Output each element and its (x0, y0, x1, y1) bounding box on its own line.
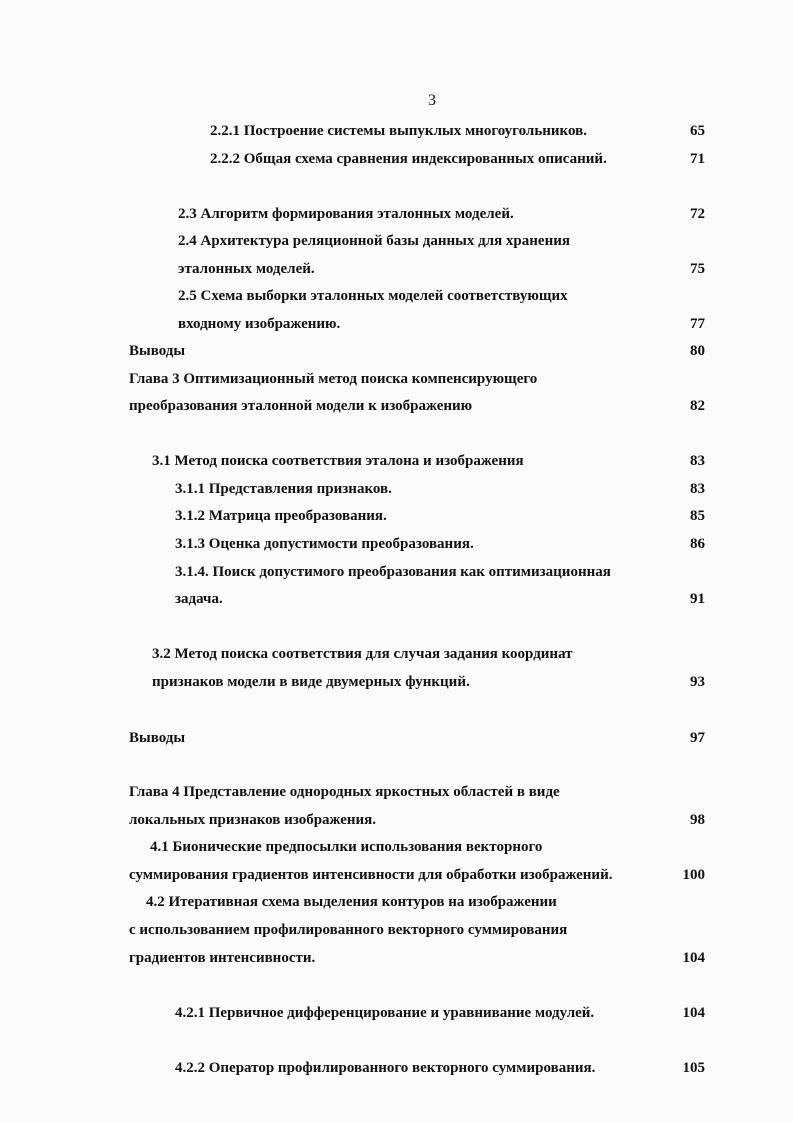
toc-entry-text: 4.1 Бионические предпосылки использования векторного (150, 839, 543, 855)
toc-entry-page: 104 (682, 950, 705, 966)
toc-entry (0, 646, 793, 670)
toc-entry-page: 97 (690, 730, 705, 746)
toc-entry-text: 2.5 Схема выборки эталонных моделей соответствующих (178, 288, 568, 304)
toc-entry (0, 371, 793, 395)
toc-entry (0, 812, 793, 836)
toc-entry-text: задача. (175, 591, 223, 607)
toc-entry (0, 316, 793, 340)
toc-entry-page: 100 (682, 867, 705, 883)
toc-entry (0, 151, 793, 175)
toc-entry-text: с использованием профилированного векторного суммирования (129, 922, 568, 938)
toc-entry-page: 77 (690, 316, 705, 332)
toc-entry-text: 3.2 Метод поиска соответствия для случая задания координат (152, 646, 573, 662)
toc-entry-text: 3.1.4. Поиск допустимого преобразования как оптимизационная (175, 564, 611, 580)
toc-entry-page: 86 (690, 536, 705, 552)
toc-entry-text: признаков модели в виде двумерных функций. (152, 674, 470, 690)
toc-entry (0, 1060, 793, 1084)
toc-entry-text: 2.3 Алгоритм формирования эталонных моделей. (178, 206, 514, 222)
toc-entry-page: 82 (690, 398, 705, 414)
toc-entry-page: 83 (690, 481, 705, 497)
toc-entry-text: эталонных моделей. (178, 261, 315, 277)
toc-entry-page: 85 (690, 508, 705, 524)
toc-entry-text: 3.1.3 Оценка допустимости преобразования. (175, 536, 474, 552)
toc-entry (0, 206, 793, 230)
toc-entry (0, 674, 793, 698)
toc-entry-page: 71 (690, 151, 705, 167)
toc-entry-page: 65 (690, 123, 705, 139)
toc-entry-text: локальных признаков изображения. (129, 812, 377, 828)
toc-entry-page: 98 (690, 812, 705, 828)
toc-entry-text: 2.4 Архитектура реляционной базы данных для хранения (178, 233, 570, 249)
toc-entry-text: Глава 4 Представление однородных яркостных областей в виде (129, 784, 560, 800)
toc-entry (0, 784, 793, 808)
toc-entry (0, 398, 793, 422)
toc-entry-text: входному изображению. (178, 316, 341, 332)
toc-entry (0, 536, 793, 560)
toc-entry-text: 4.2.2 Оператор профилированного векторного суммирования. (175, 1060, 596, 1076)
toc-entry-page: 105 (682, 1060, 705, 1076)
toc-entry-text: 3.1.1 Представления признаков. (175, 481, 392, 497)
toc-entry (0, 123, 793, 147)
toc-entry (0, 508, 793, 532)
toc-entry-page: 91 (690, 591, 705, 607)
toc-entry (0, 288, 793, 312)
toc-entry-page: 80 (690, 343, 705, 359)
toc-entry-text: градиентов интенсивности. (129, 950, 316, 966)
toc-entry-text: 3.1.2 Матрица преобразования. (175, 508, 387, 524)
toc-entry-page: 75 (690, 261, 705, 277)
toc-entry (0, 867, 793, 891)
toc-entry (0, 591, 793, 615)
toc-entry-text: 4.2.1 Первичное дифференцирование и уравнивание модулей. (175, 1005, 595, 1021)
toc-entry (0, 564, 793, 588)
toc-entry (0, 481, 793, 505)
toc-entry-text: Глава 3 Оптимизационный метод поиска компенсирующего (129, 371, 538, 387)
toc-entry (0, 922, 793, 946)
toc-entry (0, 453, 793, 477)
toc-entry-page: 93 (690, 674, 705, 690)
toc-entry-text: преобразования эталонной модели к изображению (129, 398, 473, 414)
toc-entry-text: Выводы (129, 343, 186, 359)
toc-entry-text: Выводы (129, 730, 186, 746)
toc-entry (0, 839, 793, 863)
toc-entry (0, 1005, 793, 1029)
toc-entry-page: 83 (690, 453, 705, 469)
toc-entry (0, 950, 793, 974)
toc-entry (0, 343, 793, 367)
toc-entry (0, 261, 793, 285)
page-number: 3 (428, 92, 436, 109)
toc-entry-page: 72 (690, 206, 705, 222)
toc-entry-text: суммирования градиентов интенсивности для обработки изображений. (129, 867, 613, 883)
toc-entry (0, 730, 793, 754)
toc-entry-text: 3.1 Метод поиска соответствия эталона и изображения (152, 453, 524, 469)
toc-entry-page: 104 (682, 1005, 705, 1021)
toc-entry-text: 2.2.1 Построение системы выпуклых многоугольников. (210, 123, 587, 139)
toc-entry-text: 4.2 Итеративная схема выделения контуров на изображении (146, 894, 557, 910)
toc-entry-text: 2.2.2 Общая схема сравнения индексированных описаний. (210, 151, 607, 167)
toc-entry (0, 233, 793, 257)
toc-entry (0, 894, 793, 918)
